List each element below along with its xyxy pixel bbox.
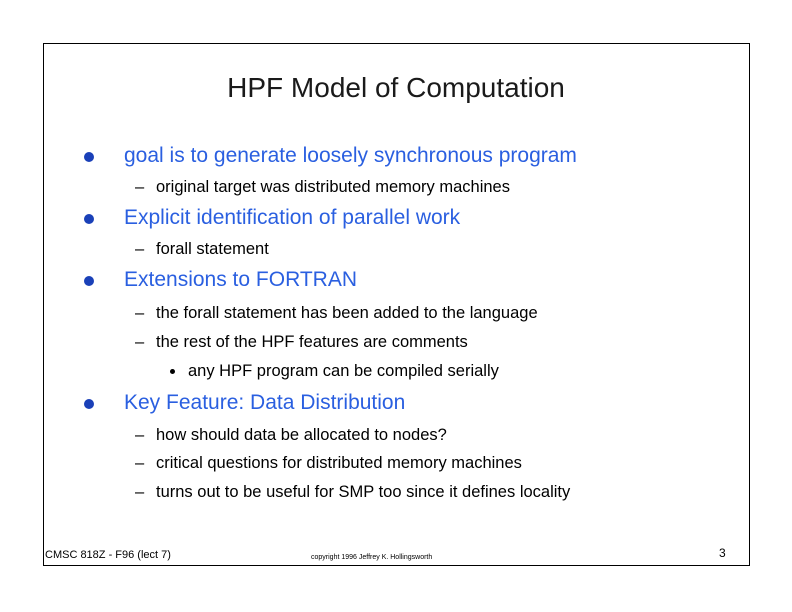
page-number: 3: [719, 546, 726, 560]
sub-item-text: critical questions for distributed memory machines: [156, 454, 522, 472]
sub-item-text: how should data be allocated to nodes?: [156, 426, 447, 444]
dash-icon: –: [135, 454, 145, 472]
bullet-dot-icon: [84, 214, 94, 224]
dash-icon: –: [135, 240, 145, 258]
bullet-text: goal is to generate loosely synchronous program: [124, 144, 577, 167]
dash-icon: –: [135, 426, 145, 444]
sub-item-text: the rest of the HPF features are comments: [156, 333, 468, 351]
bullet-dot-icon: [84, 399, 94, 409]
dash-icon: –: [135, 304, 145, 322]
dash-icon: –: [135, 483, 145, 501]
sub-item-text: the forall statement has been added to the language: [156, 304, 538, 322]
small-bullet-icon: [170, 369, 175, 374]
sub-item-text: turns out to be useful for SMP too since it defines locality: [156, 483, 571, 501]
sub-item-text: forall statement: [156, 240, 269, 258]
bullet-dot-icon: [84, 276, 94, 286]
slide-title: HPF Model of Computation: [227, 72, 565, 103]
course-label: CMSC 818Z - F96 (lect 7): [45, 549, 171, 561]
sub-item-text: original target was distributed memory machines: [156, 178, 510, 196]
copyright-notice: copyright 1996 Jeffrey K. Hollingsworth: [311, 554, 433, 561]
bullet-text: Key Feature: Data Distribution: [124, 391, 406, 414]
dash-icon: –: [135, 178, 145, 196]
bullet-dot-icon: [84, 152, 94, 162]
bullet-text: Explicit identification of parallel work: [124, 206, 461, 229]
subsub-item-text: any HPF program can be compiled serially: [188, 362, 499, 380]
bullet-text: Extensions to FORTRAN: [124, 268, 358, 291]
dash-icon: –: [135, 333, 145, 351]
